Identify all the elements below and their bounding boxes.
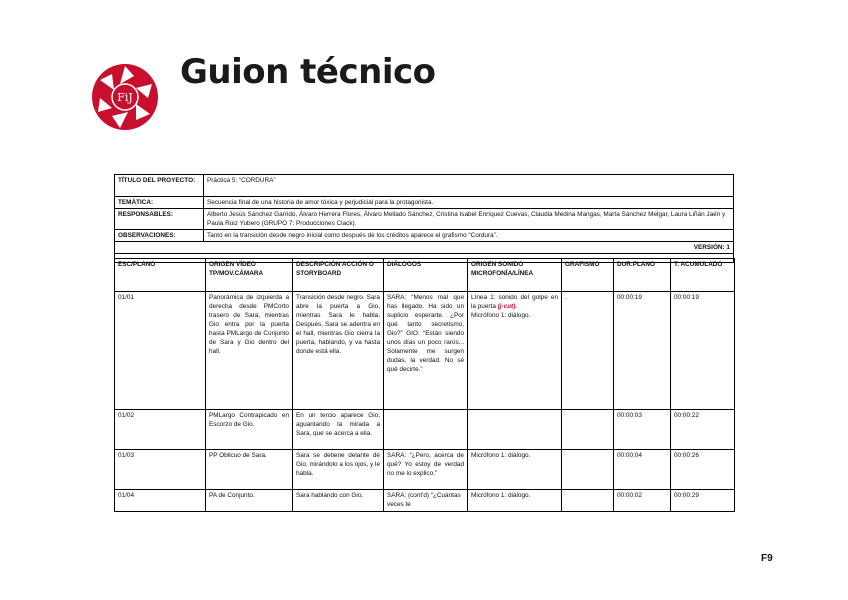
column-header: ORIGEN SONIDO MICROFONÍA/LÍNEA — [468, 259, 562, 292]
cell-desc: En un tercio aparece Gio, aguantando la mirada a Sara, que se acerca a ella. — [293, 410, 384, 450]
cell-desc: Transición desde negro. Sara abre la puerta a Gio, mientras Sara le habla. Después, Sara se adentra en el hall, mientras Gio cierra la puerta, hablando, y va hasta donde está ella. — [293, 292, 384, 410]
column-header: GRAFISMO — [562, 259, 614, 292]
cell-esc: 01/02 — [115, 410, 206, 450]
cell-dur: 00:00:04 — [614, 450, 671, 490]
cell-acum: 00:00:19 — [671, 292, 735, 410]
cell-sound — [468, 292, 562, 410]
cell-dialog: SARA: (cont'd) “¿Cuántas veces te — [384, 490, 468, 512]
meta-key: TÍTULO DEL PROYECTO: — [115, 175, 204, 197]
cell-esc: 01/03 — [115, 450, 206, 490]
cell-video: PA de Conjunto. — [206, 490, 293, 512]
cell-dur: 00:00:03 — [614, 410, 671, 450]
cell-desc: Sara se detiene delante de Gio, mirándolo a los ojos, y le habla. — [293, 450, 384, 490]
cell-sound: Micrófono 1: diálogo. — [468, 450, 562, 490]
cell-desc: Sara hablando con Gio. — [293, 490, 384, 512]
cell-sound: Micrófono 1: diálogo. — [468, 490, 562, 512]
meta-key: OBSERVACIONES: — [115, 230, 204, 242]
meta-key: RESPONSABLES: — [115, 209, 204, 230]
cell-graf — [562, 490, 614, 512]
cell-video: Panorámica de izquierda a derecha desde PMCorto trasero de Sara, mientras Gio entra por la puerta hasta PMLargo de Conjunto de Sara y Gio dentro del hall. — [206, 292, 293, 410]
cell-dur: 00:00:02 — [614, 490, 671, 512]
cell-esc: 01/01 — [115, 292, 206, 410]
meta-row — [115, 230, 734, 242]
column-header: ESC/PLANO — [115, 259, 206, 292]
meta-key: TEMÁTICA: — [115, 197, 204, 209]
column-header: DESCRIPCIÓN ACCIÓN O STORYBOARD — [293, 259, 384, 292]
column-header: DUR.PLANO — [614, 259, 671, 292]
sound-mic: Micrófono 1: diálogo. — [471, 312, 531, 319]
sound-note: (j-cut). — [497, 303, 518, 310]
cell-graf — [562, 410, 614, 450]
cell-dialog: SARA: “¿Pero, acerca de qué? Yo estoy de verdad no me lo explico.” — [384, 450, 468, 490]
column-header: DIÁLOGOS — [384, 259, 468, 292]
table-row — [115, 450, 735, 490]
version-row — [115, 242, 734, 254]
page-title: Guion técnico — [180, 52, 436, 92]
table-row — [115, 410, 735, 450]
meta-value: Alberto Jesús Sánchez Garrido, Álvaro Herrera Flores, Álvaro Mellado Sánchez, Cristina Isabel Enríquez Cuevas, Claudia Medina Mangas, Marta Sánchez Melgar, Laura Liñán Jaén y Paula Ruiz Yubero (GRUPO 7: Producciones Clack). — [204, 209, 734, 230]
cell-graf: . — [562, 292, 614, 410]
cell-video: PP Oblicuo de Sara. — [206, 450, 293, 490]
cell-acum: 00:00:29 — [671, 490, 735, 512]
logo-icon — [90, 62, 160, 132]
meta-value: Tanto en la transición desde negro inicial como después de los créditos aparece el grafismo “Cordura”. — [204, 230, 734, 242]
cell-acum: 00:00:22 — [671, 410, 735, 450]
column-header: T. ACUMULADO — [671, 259, 735, 292]
cell-acum: 00:00:26 — [671, 450, 735, 490]
metadata-table — [114, 174, 734, 263]
cell-sound — [468, 410, 562, 450]
version-label: VERSIÓN: 1 — [115, 242, 734, 254]
table-header — [115, 259, 735, 292]
page-number: F9 — [761, 553, 773, 564]
sound-line: Línea 1: sonido del golpe en la puerta — [471, 294, 558, 310]
meta-row — [115, 209, 734, 230]
cell-esc: 01/04 — [115, 490, 206, 512]
logo-text: FiJ — [117, 91, 133, 104]
meta-row — [115, 175, 734, 197]
meta-value: Práctica 5: “CORDURA” — [204, 175, 734, 197]
cell-dialog — [384, 410, 468, 450]
cell-dur: 00:00:19 — [614, 292, 671, 410]
meta-row — [115, 197, 734, 209]
meta-value: Secuencia final de una historia de amor tóxica y perjudicial para la protagonista. — [204, 197, 734, 209]
cell-video: PMLargo Contrapicado en Escorzo de Gio. — [206, 410, 293, 450]
cell-dialog: SARA: “Menos mal que has llegado. Ha sido un suplicio esperarte. ¿Por qué tanto secretismo, Gio?” GIO: “Están siendo unos días un poco raros... Solamente me surgen dudas, la verdad. No sé qué decirte.” — [384, 292, 468, 410]
column-header: ORIGEN VÍDEO TP/MOV.CÁMARA — [206, 259, 293, 292]
table-row — [115, 490, 735, 512]
cell-graf — [562, 450, 614, 490]
script-table — [114, 258, 735, 512]
table-row — [115, 292, 735, 410]
